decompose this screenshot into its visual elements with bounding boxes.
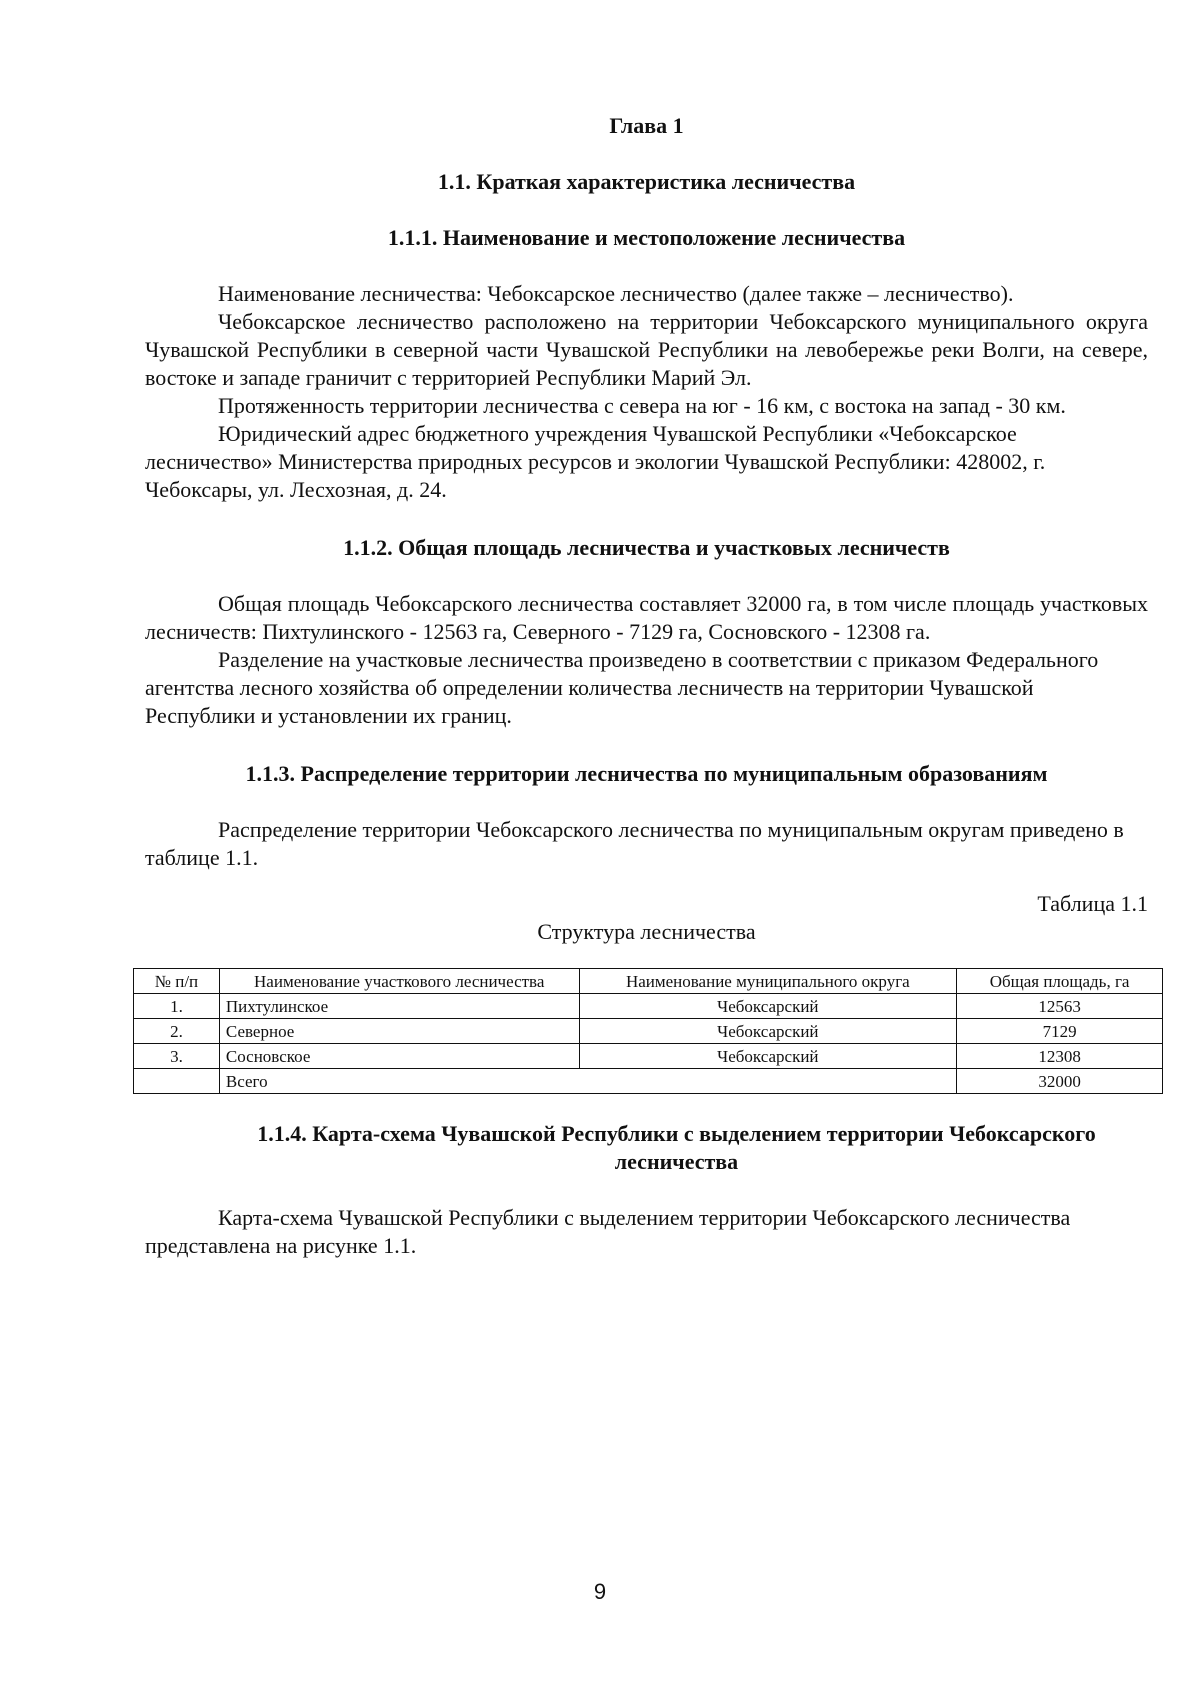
section-heading-1-1: 1.1. Краткая характеристика лесничества xyxy=(437,169,856,194)
paragraph: Юридический адрес бюджетного учреждения Чувашской Республики «Чебоксарское лесничество» Министерства природных ресурсов и экологии Чувашской Республики: 428002, г. Чебоксары, ул. Лесхозная, д. 24. xyxy=(145,421,1046,502)
section-heading-1-1-1: 1.1.1. Наименование и местоположение лесничества xyxy=(387,225,906,250)
page-content xyxy=(145,112,1148,1260)
section-body-1-1-4 xyxy=(145,1204,1148,1260)
section-heading-1-1-2: 1.1.2. Общая площадь лесничества и участковых лесничеств xyxy=(343,535,950,560)
section-body-1-1-1 xyxy=(145,280,1148,504)
row-num: 2. xyxy=(134,1019,220,1044)
paragraph: Разделение на участковые лесничества произведено в соответствии с приказом Федерального агентства лесного хозяйства об определении количества лесничеств на территории Чувашской Республики и установлении их границ. xyxy=(145,647,1099,728)
row-num: 3. xyxy=(134,1044,220,1069)
chapter-title: Глава 1 xyxy=(609,113,684,138)
row-district: Чебоксарский xyxy=(579,1044,957,1069)
table-row xyxy=(134,1044,1163,1069)
table-header-row xyxy=(134,969,1163,994)
paragraph: Наименование лесничества: Чебоксарское лесничество (далее также – лесничество). xyxy=(218,281,1014,306)
paragraph: Распределение территории Чебоксарского лесничества по муниципальным округам приведено в таблице 1.1. xyxy=(145,817,1124,870)
total-area: 32000 xyxy=(957,1069,1163,1094)
section-heading-1-1-3: 1.1.3. Распределение территории лесничества по муниципальным образованиям xyxy=(245,761,1048,786)
row-forestry: Сосновское xyxy=(219,1044,579,1069)
column-header-num: № п/п xyxy=(134,969,220,994)
column-header-forestry: Наименование участкового лесничества xyxy=(219,969,579,994)
row-district: Чебоксарский xyxy=(579,1019,957,1044)
row-forestry: Пихтулинское xyxy=(219,994,579,1019)
page-number: 9 xyxy=(593,1579,607,1604)
table-label: Таблица 1.1 xyxy=(1037,891,1148,916)
row-area: 7129 xyxy=(957,1019,1163,1044)
table-caption: Структура лесничества xyxy=(537,919,756,944)
row-area: 12563 xyxy=(957,994,1163,1019)
section-body-1-1-3 xyxy=(145,816,1148,872)
section-heading-1-1-4: 1.1.4. Карта-схема Чувашской Республики с выделением территории Чебоксарского лесничества xyxy=(257,1121,1096,1174)
row-area: 12308 xyxy=(957,1044,1163,1069)
paragraph: Чебоксарское лесничество расположено на территории Чебоксарского муниципального округа Чувашской Республики в северной части Чувашской Республики на левобережье реки Волги, на севере, востоке и западе граничит с территорией Республики Марий Эл. xyxy=(145,309,1148,390)
table-total-row xyxy=(134,1069,1163,1094)
total-label: Всего xyxy=(219,1069,956,1094)
section-body-1-1-2 xyxy=(145,590,1148,730)
column-header-area: Общая площадь, га xyxy=(957,969,1163,994)
row-num: 1. xyxy=(134,994,220,1019)
paragraph: Карта-схема Чувашской Республики с выделением территории Чебоксарского лесничества представлена на рисунке 1.1. xyxy=(145,1205,1071,1258)
row-district: Чебоксарский xyxy=(579,994,957,1019)
paragraph: Общая площадь Чебоксарского лесничества составляет 32000 га, в том числе площадь участковых лесничеств: Пихтулинского - 12563 га, Северного - 7129 га, Сосновского - 12308 га. xyxy=(145,591,1148,644)
table-row xyxy=(134,1019,1163,1044)
paragraph: Протяженность территории лесничества с севера на юг - 16 км, с востока на запад - 30 км. xyxy=(218,393,1066,418)
row-forestry: Северное xyxy=(219,1019,579,1044)
total-num-cell xyxy=(134,1069,220,1094)
table-row xyxy=(134,994,1163,1019)
forestry-structure-table xyxy=(133,968,1163,1094)
column-header-district: Наименование муниципального округа xyxy=(579,969,957,994)
